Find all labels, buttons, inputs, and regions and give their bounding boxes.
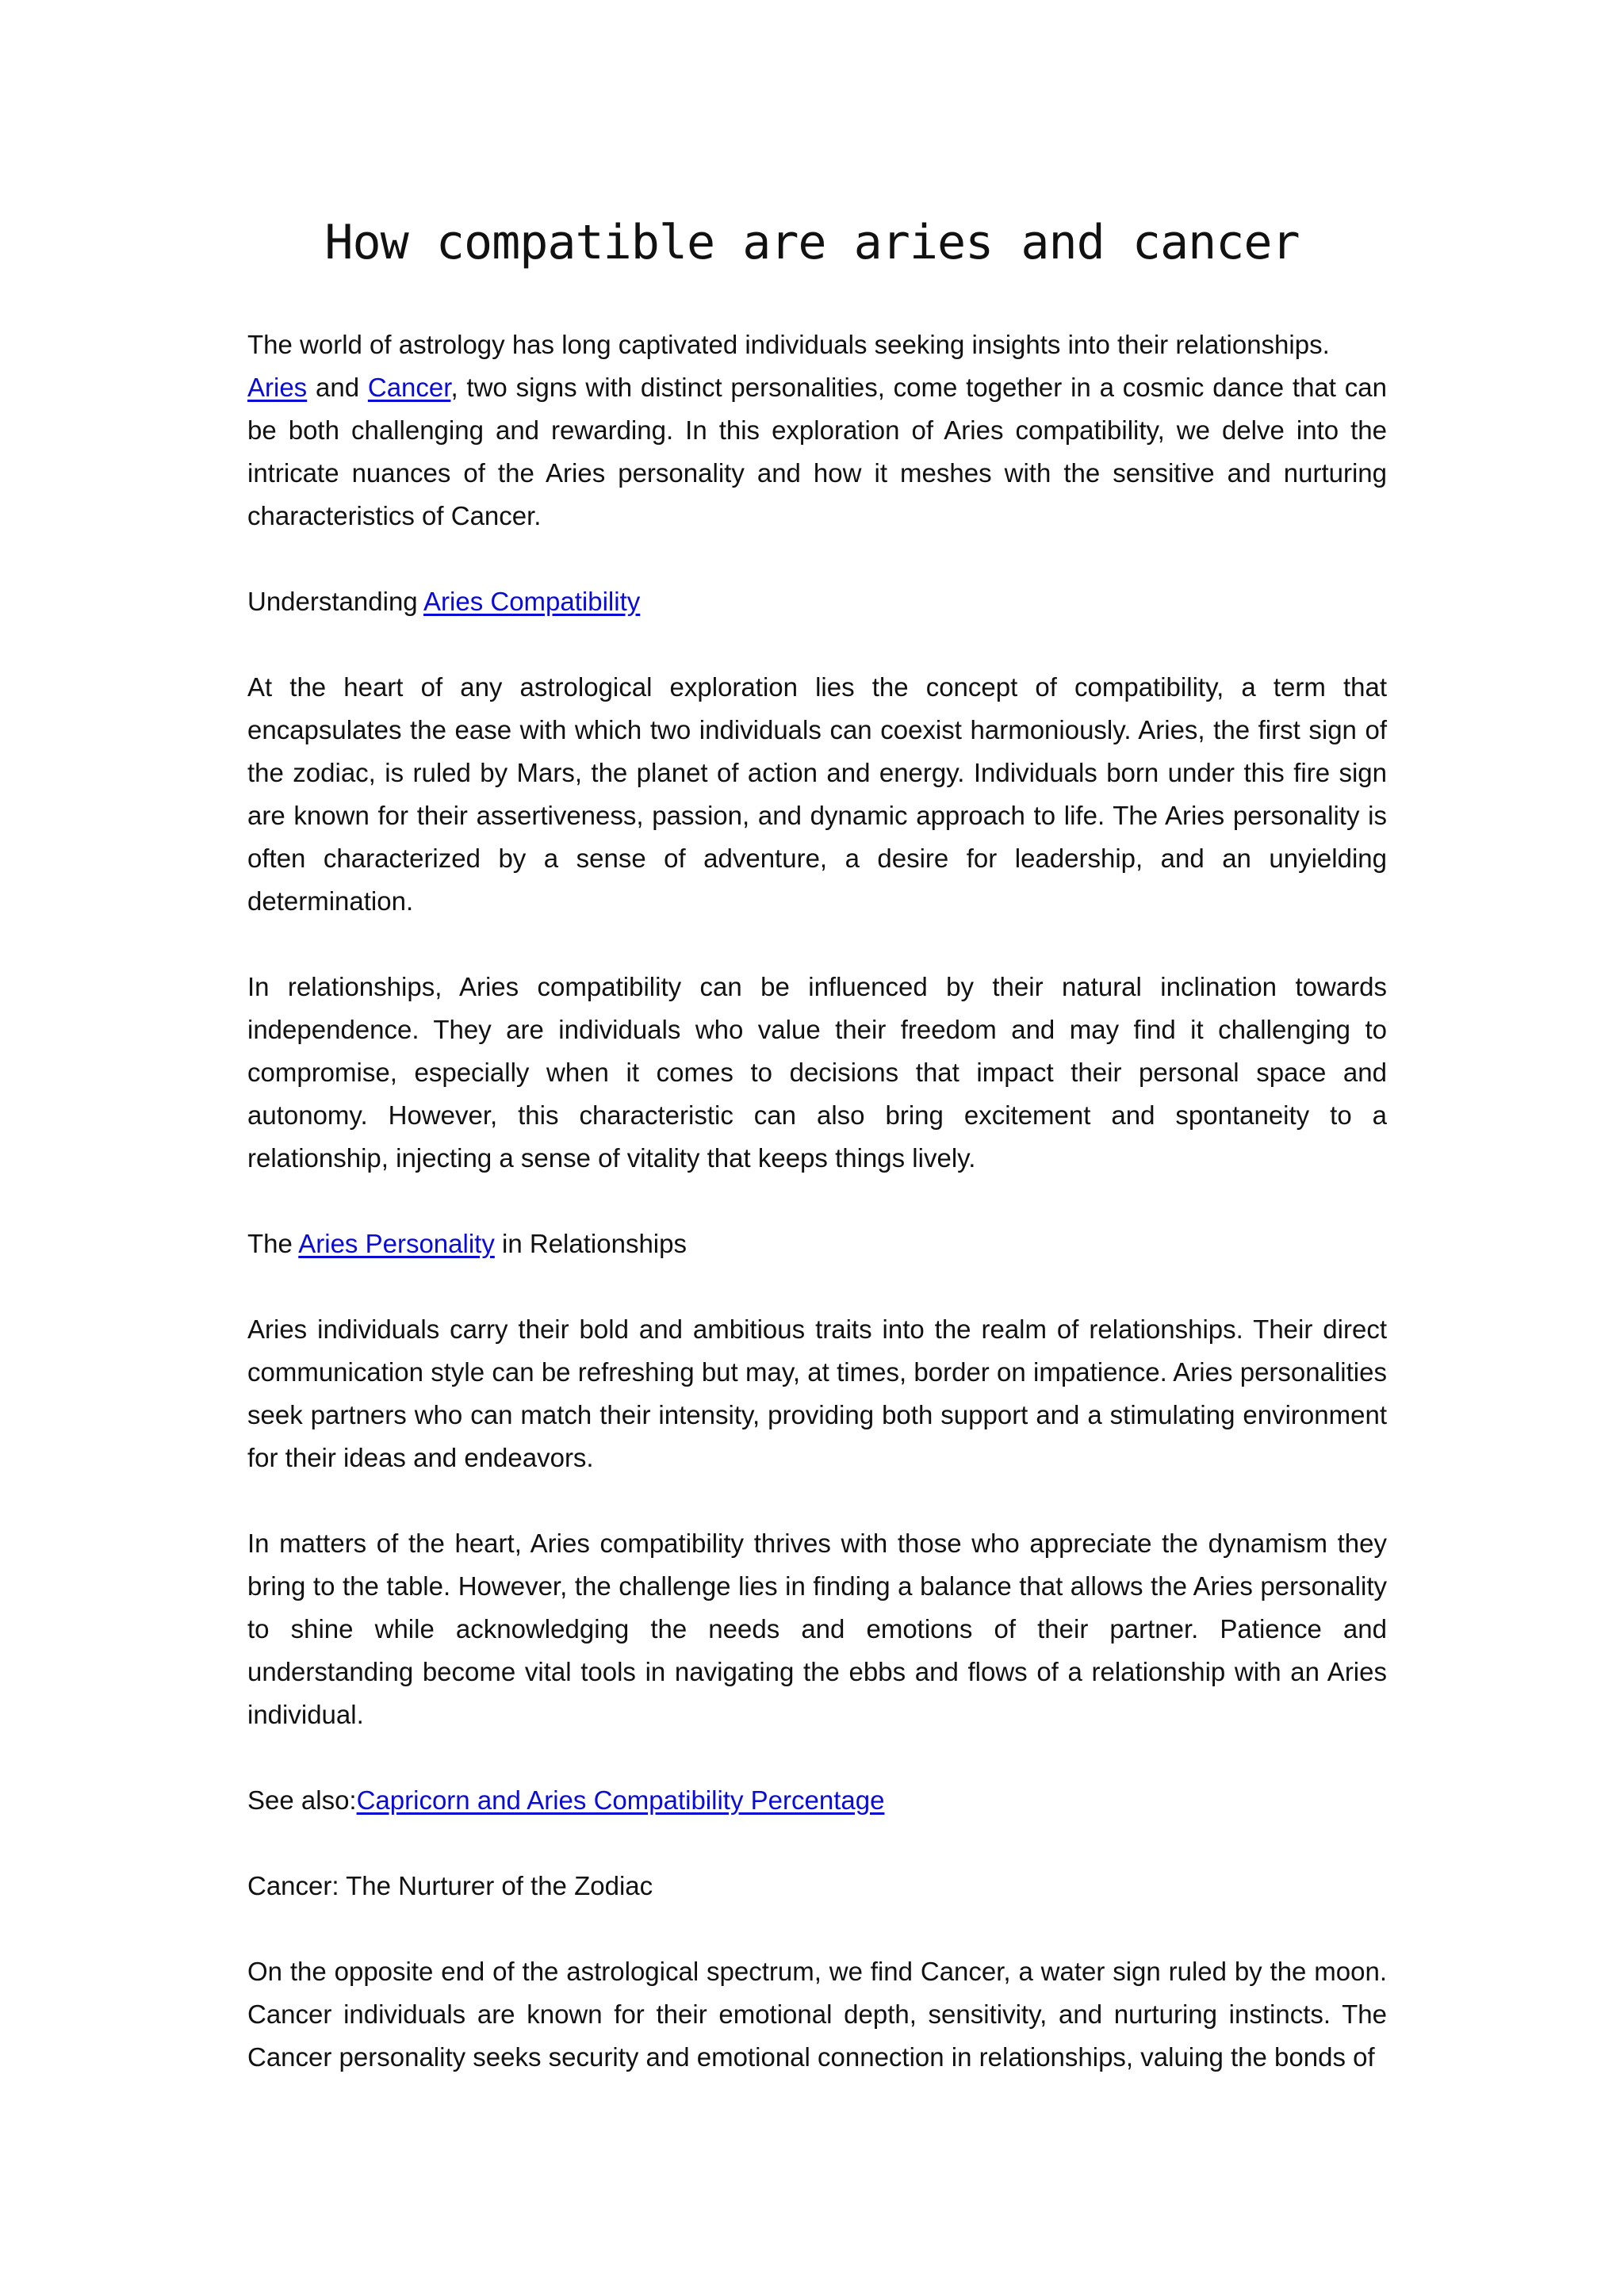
article-body [247,323,1387,2122]
heart-paragraph: In matters of the heart, Aries compatibility thrives with those who appreciate the dynamism they bring to the table. However, the challenge lies in finding a balance that allows the Aries personality to shine while acknowledging the needs and emotions of their partner. Patience and understanding become vital tools in navigating the ebbs and flows of a relationship with an Aries individual. [247,1529,1387,1729]
aries-link[interactable]: Aries [247,373,308,402]
aries-personality-link[interactable]: Aries Personality [298,1229,495,1258]
see-also-line [247,1779,1387,1822]
relationships-paragraph: In relationships, Aries compatibility can be influenced by their natural inclination towards independence. They are individuals who value their freedom and may find it challenging to compromise, especially when it comes to decisions that impact their personal space and autonomy. However, this characteristic can also bring excitement and spontaneity to a relationship, injecting a sense of vitality that keeps things lively. [247,972,1387,1173]
cancer-paragraph: On the opposite end of the astrological spectrum, we find Cancer, a water sign ruled by the moon. Cancer individuals are known for their emotional depth, sensitivity, and nurturing instincts. The Cancer personality seeks security and emotional connection in relationships, valuing the bonds of [247,1957,1387,2072]
aries-compatibility-link[interactable]: Aries Compatibility [423,587,641,616]
heading-suffix: in Relationships [502,1229,687,1258]
heading-prefix: Understanding [247,587,418,616]
compatibility-paragraph: At the heart of any astrological exploration lies the concept of compatibility, a term that encapsulates the ease with which two individuals can coexist harmoniously. Aries, the first sign of the zodiac, is ruled by Mars, the planet of action and energy. Individuals born under this fire sign are known for their assertiveness, passion, and dynamic approach to life. The Aries personality is often characterized by a sense of adventure, a desire for leadership, and an unyielding determination. [247,672,1387,916]
intro-paragraph [247,323,1387,538]
capricorn-aries-link[interactable]: Capricorn and Aries Compatibility Percentage [356,1785,885,1815]
heading-prefix: The [247,1229,293,1258]
and-text: and [316,373,360,402]
section-heading-understanding [247,580,1387,623]
intro-rest-text: , two signs with distinct personalities, come together in a cosmic dance that can be both challenging and rewarding. In this exploration of Aries compatibility, we delve into the intricate nuances of the Aries personality and how it meshes with the sensitive and nurturing characteristics of Cancer. [247,373,1387,530]
section-heading-cancer: Cancer: The Nurturer of the Zodiac [247,1871,653,1900]
page-title: How compatible are aries and cancer [324,215,1300,270]
see-also-prefix: See also: [247,1785,357,1815]
section-heading-personality [247,1223,1387,1265]
intro-text: The world of astrology has long captivated individuals seeking insights into their relationships. [247,330,1330,359]
personality-paragraph: Aries individuals carry their bold and ambitious traits into the realm of relationships. Their direct communication style can be refreshing but may, at times, border on impatience. Aries personalities seek partners who can match their intensity, providing both support and a stimulating environment for their ideas and endeavors. [247,1314,1387,1472]
cancer-link[interactable]: Cancer [367,373,451,402]
